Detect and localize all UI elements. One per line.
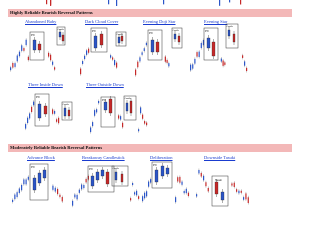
candle-body: [144, 193, 145, 199]
pattern-candle: [106, 172, 109, 184]
candle-body: [177, 177, 178, 181]
candle-body: [219, 0, 220, 6]
candle-body: [246, 68, 247, 71]
pattern-candle: [118, 37, 120, 43]
candle-body: [241, 191, 242, 193]
candle-body: [198, 170, 199, 173]
pattern-title-advance-block[interactable]: Advance Block: [27, 155, 55, 160]
pattern-candle: [174, 34, 176, 39]
candle-inset-label: Candle: [57, 29, 64, 31]
pattern-candle: [156, 42, 159, 52]
candle-inset-label: Candle: [116, 34, 123, 36]
pattern-candle: [228, 30, 230, 36]
pattern-candle: [126, 103, 128, 111]
candle-inset-label: Candle: [226, 26, 233, 28]
px-label: PX: [205, 29, 209, 33]
candle-body: [181, 182, 182, 185]
section-title: Moderately Reliable Bearish Reversal Patterns: [10, 145, 103, 150]
pattern-candle: [121, 174, 123, 182]
pattern-candle: [62, 35, 64, 41]
candle-body: [12, 200, 13, 202]
candle-body: [96, 109, 97, 112]
candle-body: [136, 191, 137, 196]
candle-body: [29, 113, 30, 118]
candle-body: [14, 195, 15, 200]
candle-body: [140, 107, 141, 113]
candle-body: [150, 179, 151, 183]
candle-body: [163, 0, 164, 4]
candle-body: [142, 115, 143, 119]
candle-body: [146, 123, 147, 126]
candle-body: [86, 50, 87, 54]
candle-inset-label: Candle: [62, 104, 69, 106]
candle-body: [238, 191, 239, 194]
pattern-candle: [115, 172, 117, 180]
candle-inset-label: Tasuki: [215, 179, 222, 182]
candle-body: [130, 198, 131, 200]
candle-body: [54, 67, 55, 69]
pattern-candle: [38, 104, 41, 118]
pattern-candle: [38, 44, 41, 50]
candle-body: [168, 63, 169, 66]
pattern-candle: [104, 102, 107, 110]
candle-body: [120, 116, 121, 119]
candle-body: [134, 192, 135, 194]
candle-inset-label: Candle: [172, 30, 179, 32]
candle-body: [57, 189, 58, 194]
candle-body: [132, 183, 133, 185]
candle-body: [139, 57, 140, 61]
candle-body: [110, 55, 111, 57]
candle-body: [21, 45, 22, 51]
candle-body: [54, 111, 55, 114]
candle-body: [21, 185, 22, 190]
candle-body: [223, 60, 224, 65]
candle-body: [26, 40, 27, 45]
candle-body: [146, 191, 147, 196]
candle-body: [199, 52, 200, 57]
candle-body: [175, 197, 176, 202]
pattern-candle: [221, 192, 224, 200]
pattern-candle: [207, 38, 210, 48]
candle-body: [90, 127, 91, 132]
candle-body: [122, 123, 123, 128]
pattern-title-evening-star[interactable]: Evening Star: [204, 19, 228, 24]
pattern-candle: [130, 101, 132, 113]
candle-body: [46, 0, 47, 4]
candle-body: [116, 63, 117, 68]
candle-body: [188, 193, 189, 196]
candle-body: [79, 190, 80, 193]
candle-body: [208, 188, 209, 191]
px-label: PX: [153, 163, 157, 167]
pattern-candle: [212, 42, 215, 56]
pattern-candle: [59, 32, 61, 37]
candle-body: [56, 119, 57, 122]
pattern-candle: [38, 173, 41, 183]
pattern-candle: [101, 170, 104, 176]
candle-body: [194, 59, 195, 64]
candle-body: [167, 60, 168, 63]
candle-body: [240, 0, 241, 4]
candle-body: [244, 61, 245, 65]
candle-body: [142, 52, 143, 54]
pattern-candle: [43, 170, 46, 178]
px-label: PX: [89, 167, 93, 171]
pattern-candle: [151, 40, 154, 52]
candle-body: [27, 118, 28, 123]
candle-body: [77, 195, 78, 199]
candle-body: [190, 65, 191, 71]
candle-body: [14, 63, 15, 67]
candle-body: [74, 194, 75, 197]
pattern-candle: [33, 40, 36, 50]
candle-body: [48, 53, 49, 57]
candle-body: [52, 62, 53, 65]
candle-body: [108, 0, 109, 4]
candle-body: [19, 188, 20, 193]
pattern-title-breakaway-candlestick[interactable]: Breakaway Candlestick: [82, 155, 125, 160]
candle-body: [137, 62, 138, 68]
pattern-candle: [166, 168, 169, 174]
section-title: Highly Reliable Bearish Reversal Patterns: [10, 10, 93, 15]
candle-body: [17, 192, 18, 197]
candle-body: [248, 197, 249, 203]
candle-body: [165, 57, 166, 62]
candle-body: [28, 57, 29, 60]
candle-body: [52, 109, 53, 113]
pattern-candle: [94, 36, 97, 48]
candle-body: [118, 115, 119, 118]
candle-body: [138, 129, 139, 131]
candle-body: [203, 176, 204, 181]
candle-body: [88, 49, 89, 53]
pattern-candle: [233, 34, 235, 42]
pattern-candle: [33, 178, 36, 190]
pattern-candle: [155, 170, 158, 182]
pattern-title-three-inside-down[interactable]: Three Inside Down: [28, 82, 63, 87]
candle-body: [148, 181, 149, 186]
candle-body: [112, 57, 113, 59]
candle-body: [138, 196, 139, 199]
candle-body: [201, 43, 202, 48]
candle-body: [50, 55, 51, 61]
candle-inset-label: Candle: [112, 168, 119, 170]
pattern-candle: [109, 99, 112, 113]
candle-body: [25, 124, 26, 129]
candle-body: [201, 173, 202, 177]
candle-body: [114, 60, 115, 65]
candle-body: [23, 179, 24, 184]
candle-body: [55, 188, 56, 192]
candle-body: [82, 61, 83, 64]
candle-body: [221, 59, 222, 62]
candle-body: [94, 110, 95, 116]
candle-body: [31, 107, 32, 112]
pattern-candle: [44, 106, 47, 114]
candle-body: [19, 52, 20, 57]
candle-body: [229, 0, 230, 2]
candle-body: [243, 197, 244, 200]
pattern-candle: [64, 108, 66, 116]
candle-body: [116, 0, 117, 6]
candle-body: [234, 183, 235, 187]
candle-body: [59, 195, 60, 197]
candle-body: [50, 0, 51, 5]
candle-body: [184, 191, 185, 193]
px-label: PX: [92, 29, 96, 33]
px-label: PX: [31, 33, 35, 37]
candle-body: [205, 182, 206, 186]
candle-body: [58, 118, 59, 123]
candle-body: [84, 56, 85, 59]
candle-body: [17, 55, 18, 61]
candle-body: [72, 201, 73, 206]
candle-body: [92, 122, 93, 126]
candle-body: [23, 48, 24, 51]
pattern-candle: [91, 176, 94, 186]
candle-body: [52, 186, 53, 190]
px-label: PX: [149, 31, 153, 35]
candle-body: [12, 63, 13, 68]
pattern-candle: [68, 110, 70, 116]
candle-body: [135, 70, 136, 76]
candle-body: [179, 177, 180, 183]
candle-body: [146, 43, 147, 45]
candle-body: [33, 102, 34, 106]
pattern-title-downside-tasuki[interactable]: Downside Tasuki: [204, 155, 236, 160]
pattern-title-evening-doji-star[interactable]: Evening Doji Star: [143, 19, 176, 24]
pattern-candle: [96, 172, 99, 180]
candle-body: [242, 55, 243, 58]
pattern-candle: [100, 34, 103, 45]
candle-body: [62, 197, 63, 201]
candle-body: [142, 196, 143, 201]
candle-body: [81, 184, 82, 189]
pattern-title-dark-cloud-cover[interactable]: Dark Cloud Cover: [85, 19, 119, 24]
pattern-candle: [215, 182, 218, 194]
pattern-title-deliberation[interactable]: Deliberation: [150, 155, 173, 160]
pattern-candle: [161, 166, 164, 176]
candle-body: [192, 64, 193, 68]
pattern-candle: [178, 36, 180, 42]
candle-body: [10, 67, 11, 70]
px-label: PX: [102, 98, 106, 102]
candle-body: [196, 52, 197, 56]
candle-body: [224, 62, 225, 64]
candle-body: [186, 189, 187, 193]
candle-body: [231, 183, 232, 185]
candle-body: [144, 48, 145, 51]
pattern-title-abandoned-baby[interactable]: Abandoned Baby: [25, 19, 57, 24]
candle-body: [144, 121, 145, 124]
px-label: PX: [31, 165, 35, 169]
px-label: PX: [36, 95, 40, 99]
candle-body: [28, 177, 29, 180]
candle-inset-label: Candle: [124, 98, 131, 100]
candle-body: [236, 189, 237, 192]
pattern-candle: [121, 36, 123, 41]
candle-body: [83, 185, 84, 188]
candle-body: [80, 69, 81, 75]
candle-body: [196, 194, 197, 196]
candle-body: [26, 179, 27, 184]
candle-body: [98, 101, 99, 103]
candle-body: [245, 193, 246, 199]
pattern-title-three-outside-down[interactable]: Three Outside Down: [86, 82, 124, 87]
candle-body: [86, 179, 87, 182]
